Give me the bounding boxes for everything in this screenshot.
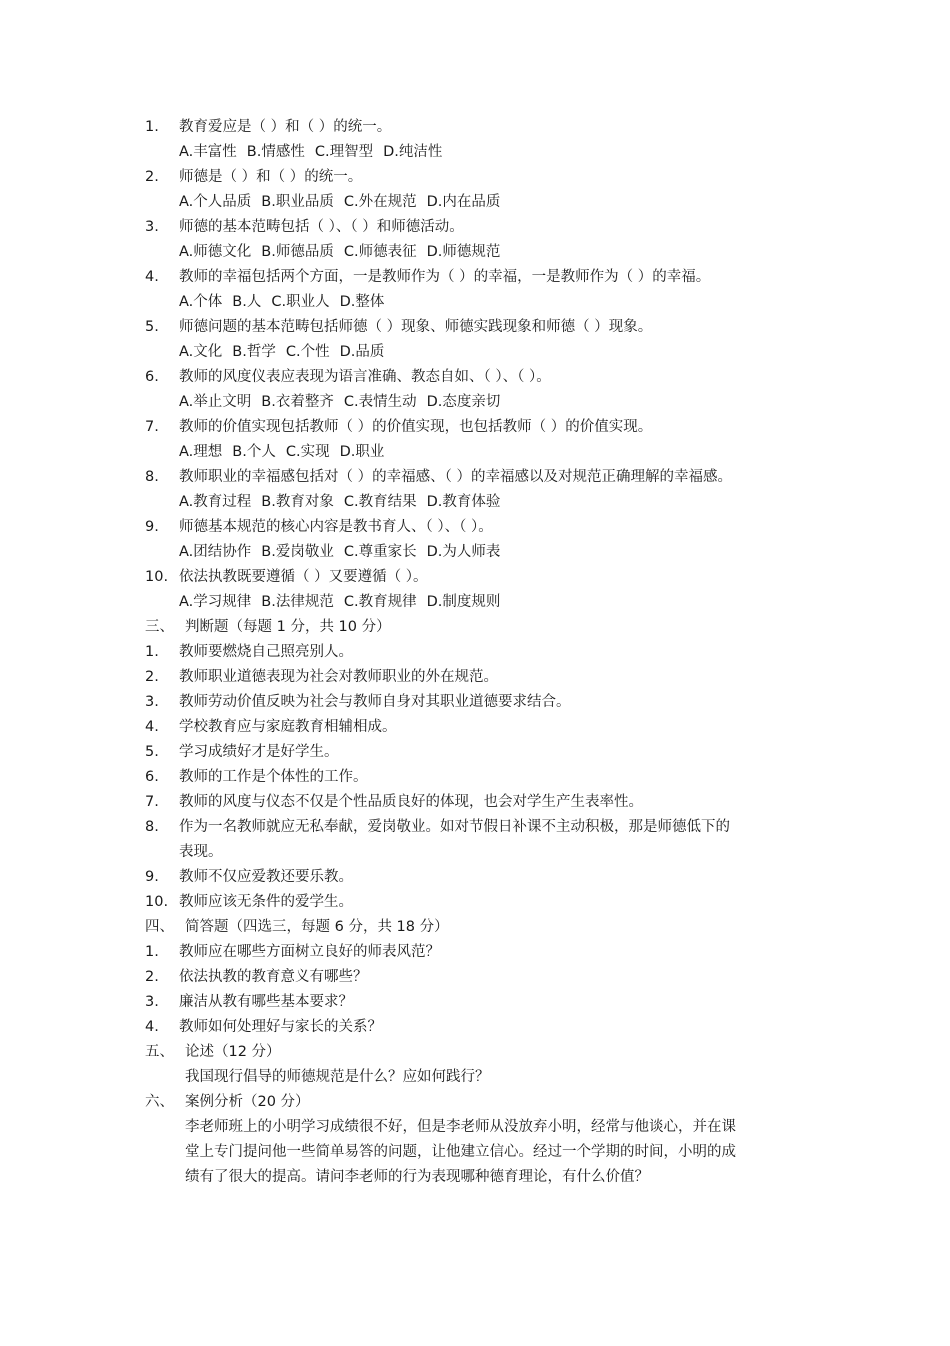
option-text: B.法律规范 [261,594,334,610]
question-number: 9. [145,869,159,885]
question-number: 1. [145,944,159,960]
option-text: A.丰富性 [179,144,237,160]
option-text: B.人 [232,294,262,310]
choice-question [145,165,815,190]
option-row [145,240,815,265]
choice-question [145,115,815,140]
question-number: 1. [145,644,159,660]
question-number: 4. [145,269,159,285]
section-number: 四、 [145,919,174,935]
option-text: C.外在规范 [343,194,417,210]
option-row [145,140,815,165]
judgment-question [145,665,815,690]
question-text: 师德是（ ）和（ ）的统一。 [179,169,363,185]
question-text: 师德的基本范畴包括（ ）、（ ）和师德活动。 [179,219,464,235]
question-number: 6. [145,769,159,785]
section-title: 论述（12 分） [185,1044,281,1060]
essay-question: 我国现行倡导的师德规范是什么？应如何践行？ [185,1069,490,1085]
option-text: B.爱岗敬业 [261,544,334,560]
option-row [145,390,815,415]
question-text: 师德基本规范的核心内容是教书育人、（ ）、（ ）。 [179,519,493,535]
judgment-question-list [145,640,815,915]
short-answer-question [145,965,815,990]
choice-question [145,515,815,540]
option-text: B.师德品质 [261,244,334,260]
judgment-question [145,765,815,790]
option-text: A.教育过程 [179,494,252,510]
section-number: 五、 [145,1044,174,1060]
question-text: 作为一名教师就应无私奉献，爱岗敬业。如对节假日补课不主动积极，那是师德低下的 [179,819,730,835]
question-number: 4. [145,1019,159,1035]
question-number: 7. [145,419,159,435]
option-text: A.举止文明 [179,394,252,410]
option-row [145,190,815,215]
option-text: C.职业人 [271,294,330,310]
question-number: 2. [145,969,159,985]
section-number: 六、 [145,1094,174,1110]
question-number: 3. [145,994,159,1010]
section-title: 案例分析（20 分） [185,1094,310,1110]
case-line: 绩有了很大的提高。请问李老师的行为表现哪种德育理论，有什么价值？ [185,1169,649,1185]
choice-question [145,315,815,340]
judgment-question [145,840,815,865]
question-number: 9. [145,519,159,535]
option-row [145,490,815,515]
option-text: A.团结协作 [179,544,252,560]
option-text: B.情感性 [246,144,305,160]
question-text: 学习成绩好才是好学生。 [179,744,339,760]
option-text: D.态度亲切 [426,394,501,410]
option-text: B.职业品质 [261,194,334,210]
question-number: 5. [145,319,159,335]
section-title: 判断题（每题 1 分，共 10 分） [185,619,391,635]
option-text: D.教育体验 [426,494,501,510]
question-text: 师德问题的基本范畴包括师德（ ）现象、师德实践现象和师德（ ）现象。 [179,319,653,335]
question-text: 依法执教既要遵循（ ）又要遵循（ ）。 [179,569,428,585]
question-number: 1. [145,119,159,135]
option-text: B.哲学 [232,344,276,360]
case-line: 堂上专门提问他一些简单易答的问题，让他建立信心。经过一个学期的时间，小明的成 [185,1144,736,1160]
short-answer-question [145,1015,815,1040]
question-text: 教师劳动价值反映为社会与教师自身对其职业道德要求结合。 [179,694,571,710]
question-text: 教师的风度与仪态不仅是个性品质良好的体现，也会对学生产生表率性。 [179,794,643,810]
question-number: 2. [145,169,159,185]
question-text: 教师的价值实现包括教师（ ）的价值实现，也包括教师（ ）的价值实现。 [179,419,653,435]
judgment-question [145,890,815,915]
judgment-question [145,690,815,715]
choice-question-list [145,115,815,615]
option-text: B.衣着整齐 [261,394,334,410]
case-analysis-body [145,1115,815,1190]
option-text: D.制度规则 [426,594,501,610]
question-text: 廉洁从教有哪些基本要求？ [179,994,353,1010]
option-text: D.内在品质 [426,194,501,210]
section-number: 三、 [145,619,174,635]
choice-question [145,365,815,390]
option-text: C.实现 [285,444,330,460]
question-text: 教师的幸福包括两个方面，一是教师作为（ ）的幸福，一是教师作为（ ）的幸福。 [179,269,711,285]
question-text: 教师不仅应爱教还要乐教。 [179,869,353,885]
option-text: D.为人师表 [426,544,501,560]
case-line: 李老师班上的小明学习成绩很不好，但是李老师从没放弃小明，经常与他谈心，并在课 [185,1119,736,1135]
option-text: C.表情生动 [343,394,417,410]
question-number: 5. [145,744,159,760]
question-text: 教师职业道德表现为社会对教师职业的外在规范。 [179,669,498,685]
section-heading-short-answer [145,915,815,940]
short-answer-list [145,940,815,1040]
section-title: 简答题（四选三，每题 6 分，共 18 分） [185,919,449,935]
question-number: 8. [145,469,159,485]
question-number: 10. [145,569,169,585]
choice-question [145,215,815,240]
judgment-question [145,815,815,840]
option-row [145,590,815,615]
judgment-question [145,865,815,890]
question-number: 8. [145,819,159,835]
question-number: 7. [145,794,159,810]
option-text: A.文化 [179,344,223,360]
option-text: A.理想 [179,444,223,460]
option-text: A.师德文化 [179,244,252,260]
choice-question [145,465,815,490]
question-text: 教师如何处理好与家长的关系？ [179,1019,382,1035]
question-number: 2. [145,669,159,685]
question-number: 4. [145,719,159,735]
choice-question [145,265,815,290]
question-text: 教育爱应是（ ）和（ ）的统一。 [179,119,392,135]
question-text: 表现。 [179,844,223,860]
option-text: C.师德表征 [343,244,417,260]
question-text: 教师要燃烧自己照亮别人。 [179,644,353,660]
short-answer-question [145,940,815,965]
option-text: A.学习规律 [179,594,252,610]
option-text: D.品质 [339,344,385,360]
option-text: D.纯洁性 [383,144,443,160]
judgment-question [145,640,815,665]
question-text: 教师职业的幸福感包括对（ ）的幸福感、（ ）的幸福感以及对规范正确理解的幸福感。 [179,469,732,485]
option-row [145,340,815,365]
question-text: 依法执教的教育意义有哪些？ [179,969,368,985]
option-text: D.师德规范 [426,244,501,260]
choice-question [145,415,815,440]
judgment-question [145,790,815,815]
question-number: 3. [145,219,159,235]
option-row [145,540,815,565]
short-answer-question [145,990,815,1015]
option-text: A.个体 [179,294,223,310]
section-heading-case-analysis [145,1090,815,1115]
option-text: B.个人 [232,444,276,460]
question-text: 教师的风度仪表应表现为语言准确、教态自如、（ ）、（ ）。 [179,369,551,385]
option-text: A.个人品质 [179,194,252,210]
judgment-question [145,715,815,740]
question-number: 3. [145,694,159,710]
question-text: 教师的工作是个体性的工作。 [179,769,368,785]
section-heading-judgment [145,615,815,640]
exam-content [145,115,815,1190]
choice-question [145,565,815,590]
option-text: C.教育规律 [343,594,417,610]
option-text: B.教育对象 [261,494,334,510]
question-number: 10. [145,894,169,910]
question-number: 6. [145,369,159,385]
judgment-question [145,740,815,765]
option-row [145,440,815,465]
option-text: D.职业 [339,444,385,460]
option-text: C.个性 [285,344,330,360]
option-row [145,290,815,315]
question-text: 教师应该无条件的爱学生。 [179,894,353,910]
section-heading-essay [145,1040,815,1065]
option-text: C.尊重家长 [343,544,417,560]
option-text: C.教育结果 [343,494,417,510]
question-text: 学校教育应与家庭教育相辅相成。 [179,719,397,735]
option-text: D.整体 [339,294,385,310]
question-text: 教师应在哪些方面树立良好的师表风范？ [179,944,440,960]
option-text: C.理智型 [314,144,374,160]
